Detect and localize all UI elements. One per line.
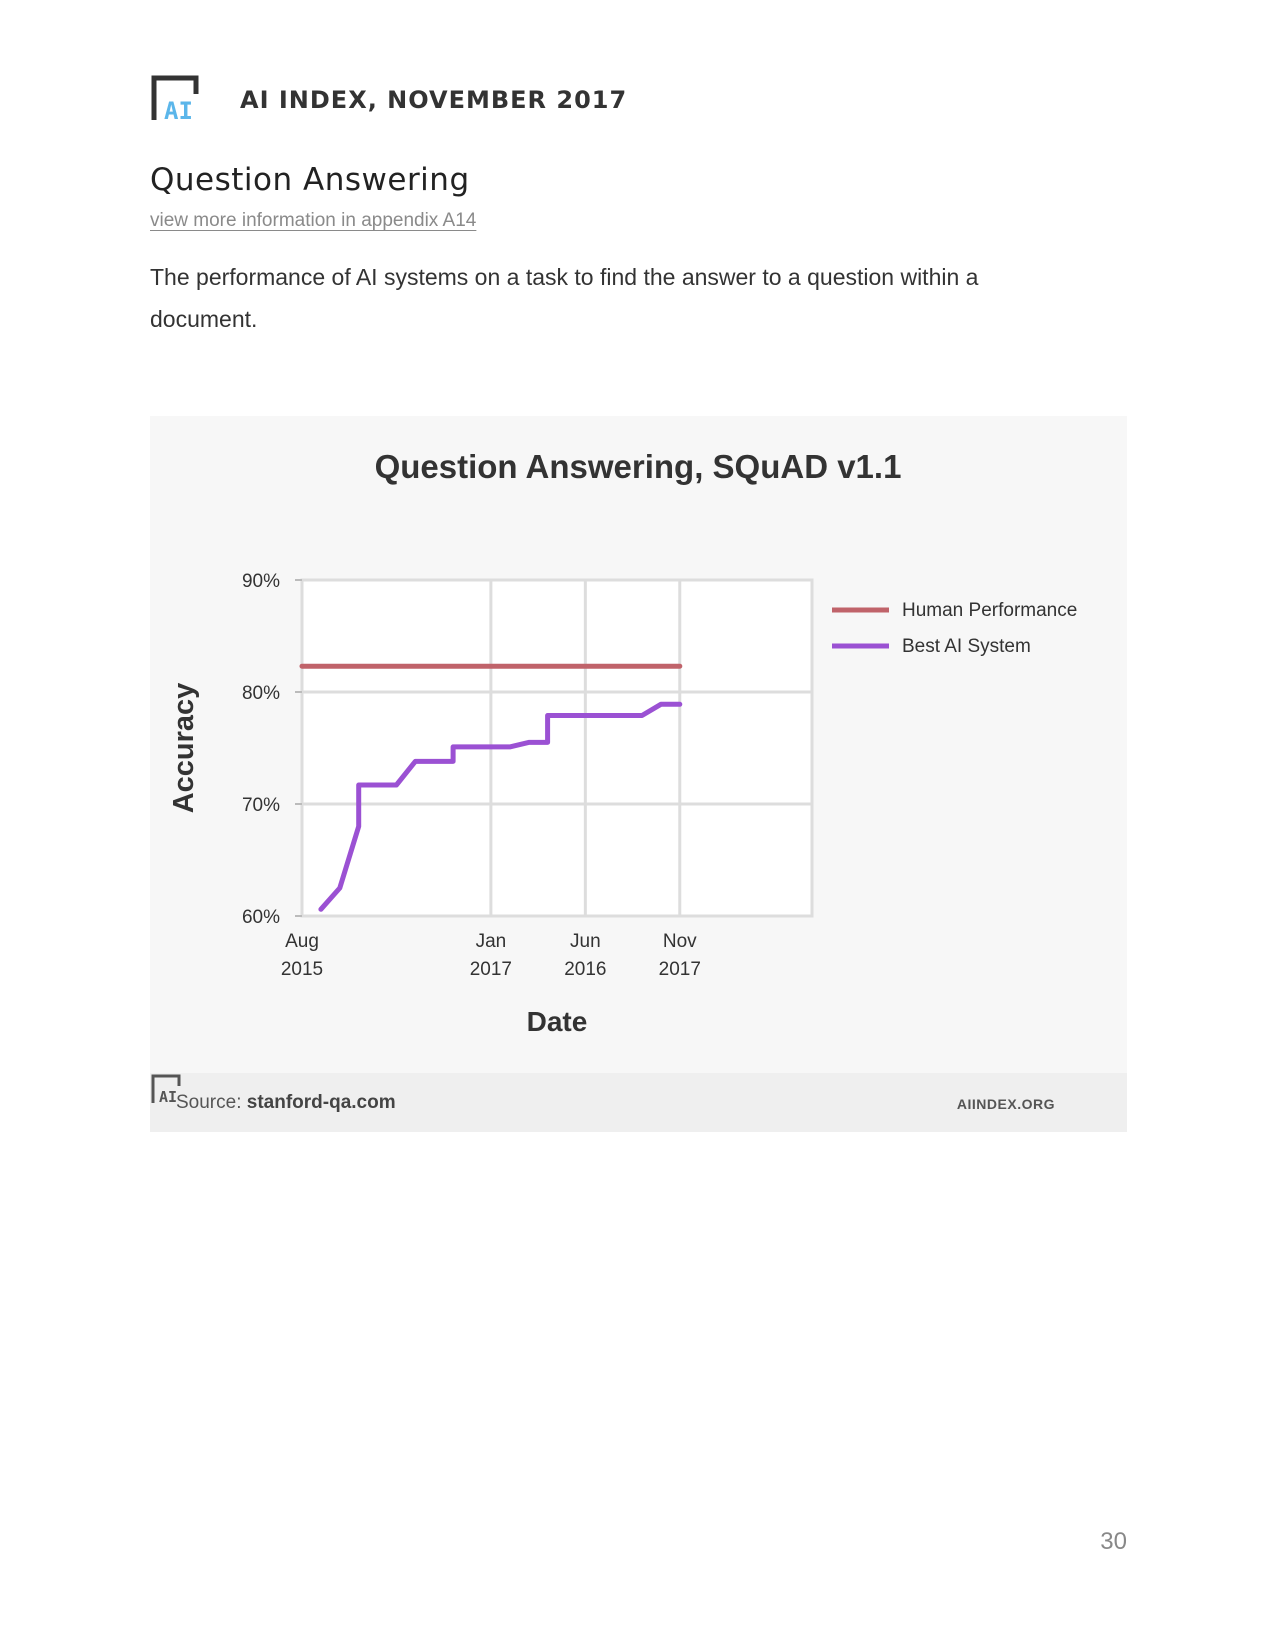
- x-axis-label: Date: [526, 1006, 588, 1037]
- x-tick-label-year-3: 2017: [658, 959, 701, 980]
- x-tick-label-year-1: 2017: [469, 959, 513, 980]
- x-tick-label-month-1: Jan: [475, 931, 507, 952]
- y-tick-label-0: 60%: [241, 907, 280, 928]
- legend-label-human: Human Performance: [902, 600, 1078, 621]
- x-tick-label-month-3: Nov: [662, 931, 697, 952]
- source-label: Source:: [176, 1092, 242, 1113]
- source-text: [176, 1092, 396, 1114]
- header-title: AI INDEX, NOVEMBER 2017: [240, 86, 628, 114]
- svg-text:AI: AI: [159, 1088, 178, 1105]
- x-tick-label-year-2: 2016: [564, 959, 607, 980]
- plot-area: [302, 580, 812, 916]
- ai-index-logo-icon: [150, 1073, 184, 1105]
- y-ticks: [242, 571, 302, 928]
- x-tick-label-month-0: Aug: [285, 931, 319, 952]
- legend: [832, 600, 1077, 657]
- source-link[interactable]: stanford-qa.com: [246, 1092, 396, 1113]
- chart-footer: [150, 1073, 1127, 1132]
- ai-index-logo-icon: [150, 74, 204, 124]
- chart: [150, 416, 1127, 1073]
- section-description: The performance of AI systems on a task to find the answer to a question within a document.: [150, 264, 979, 332]
- y-tick-label-1: 70%: [241, 795, 280, 816]
- svg-text:AI: AI: [164, 97, 193, 124]
- footer-brand[interactable]: AIINDEX.ORG: [956, 1096, 1055, 1112]
- chart-title: Question Answering, SQuAD v1.1: [374, 448, 902, 485]
- x-tick-label-month-2: Jun: [570, 931, 601, 952]
- x-tick-label-year-0: 2015: [280, 959, 324, 980]
- y-tick-label-2: 80%: [241, 683, 280, 704]
- y-tick-label-3: 90%: [241, 571, 280, 592]
- section-title: Question Answering: [150, 162, 470, 198]
- x-ticks: [281, 931, 701, 980]
- y-axis-label: Accuracy: [168, 682, 200, 814]
- chart-card: [150, 416, 1127, 1132]
- legend-label-ai: Best AI System: [902, 636, 1031, 657]
- page-number: 30: [1100, 1528, 1127, 1555]
- appendix-link[interactable]: view more information in appendix A14: [150, 210, 477, 231]
